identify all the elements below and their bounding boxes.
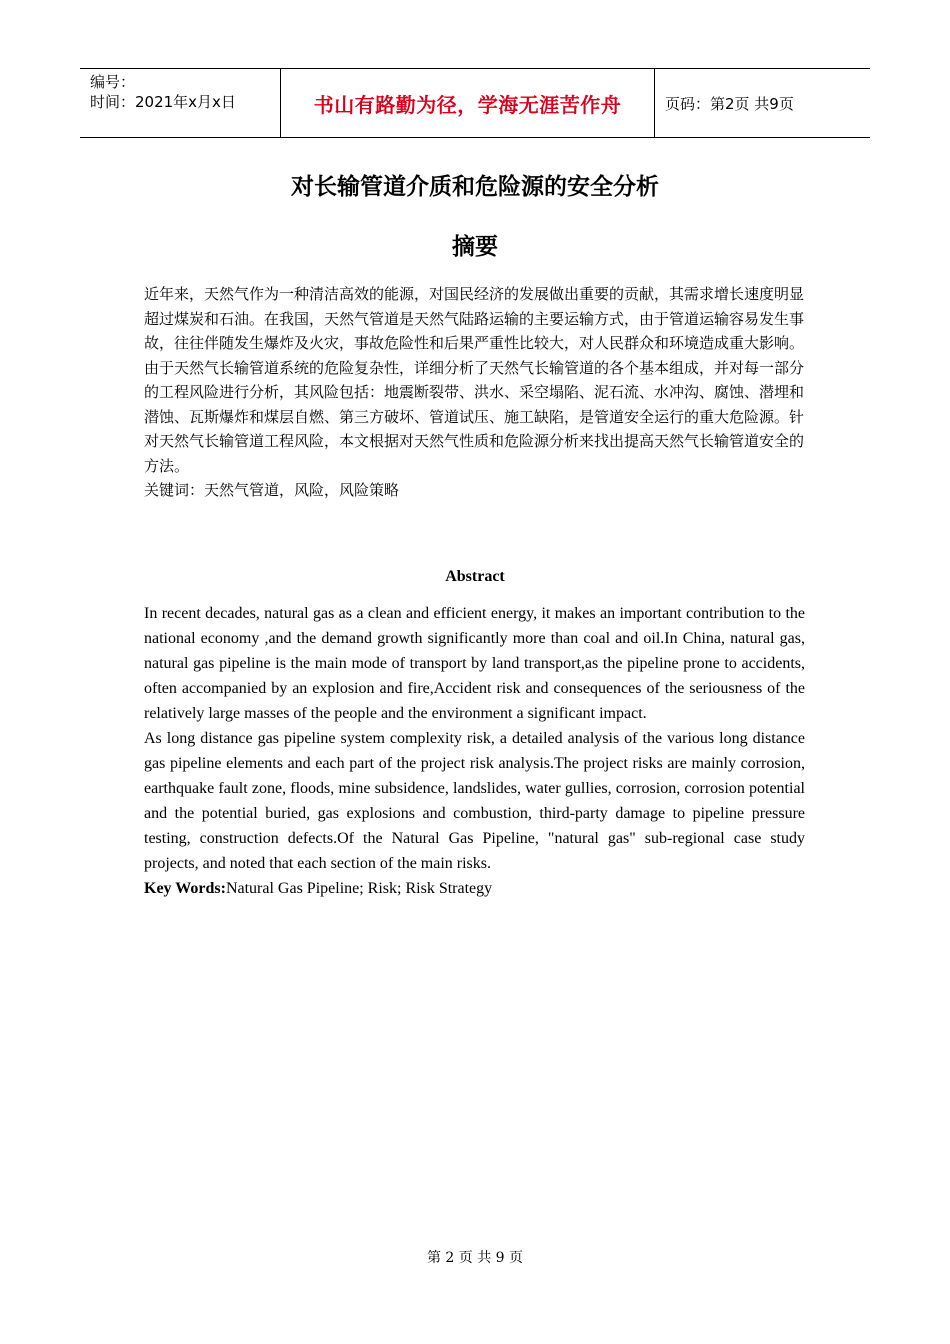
chinese-paragraph: 由于天然气长输管道系统的危险复杂性，详细分析了天然气长输管道的各个基本组成，并对每一部分的工程风险进行分析，其风险包括：地震断裂带、洪水、采空塌陷、泥石流、水冲沟、腐蚀、潜埋和潜蚀、瓦斯爆炸和煤层自燃、第三方破坏、管道试压、施工缺陷，是管道安全运行的重大危险源。针对天然气长输管道工程风险，本文根据对天然气性质和危险源分析来找出提高天然气长输管道安全的方法。 bbox=[144, 358, 805, 475]
header-page-cell bbox=[655, 69, 870, 137]
abstract-heading-chinese: 摘要 bbox=[452, 234, 498, 260]
page-info: 页码：第2页 共9页 bbox=[665, 94, 794, 113]
header-motto-cell bbox=[281, 69, 655, 137]
motto-text: 书山有路勤为径，学海无涯苦作舟 bbox=[313, 92, 622, 117]
chinese-abstract-body bbox=[144, 282, 804, 503]
keywords-label: Key Words: bbox=[144, 880, 226, 897]
header-table bbox=[80, 68, 870, 138]
english-abstract-body bbox=[144, 601, 805, 901]
english-paragraph: As long distance gas pipeline system complexity risk, a detailed analysis of the various long distance gas pipeline elements and each part of the project risk analysis.The project risks are mainly corrosion, earthquake fault zone, floods, mine subsidence, landslides, water gullies, corrosion, corrosion potential and the potential buried, gas explosions and combustion, third-party damage to pipeline pressure testing, construction defects.Of the Natural Gas Pipeline, "natural gas" sub-regional case study projects, and noted that each section of the main risks. bbox=[144, 730, 805, 872]
document-title: 对长输管道介质和危险源的安全分析 bbox=[291, 174, 659, 200]
english-paragraph: In recent decades, natural gas as a clean and efficient energy, it makes an important contribution to the national economy ,and the demand growth significantly more than coal and oil.In China, natural gas, natural gas pipeline is the main mode of transport by land transport,as the pipeline prone to accidents, often accompanied by an explosion and fire,Accident risk and consequences of the seriousness of the relatively large masses of the people and the environment a significant impact. bbox=[144, 605, 805, 722]
chinese-keywords: 关键词：天然气管道，风险，风险策略 bbox=[144, 481, 400, 499]
header-meta-cell bbox=[80, 69, 281, 137]
keywords-value: Natural Gas Pipeline; Risk; Risk Strategy bbox=[225, 880, 493, 897]
page-footer: 第 2 页 共 9 页 bbox=[426, 1250, 524, 1266]
english-keywords bbox=[144, 876, 805, 901]
time-label: 时间：2021年x月x日 bbox=[90, 93, 236, 111]
chinese-paragraph: 近年来，天然气作为一种清洁高效的能源，对国民经济的发展做出重要的贡献，其需求增长速度明显超过煤炭和石油。在我国，天然气管道是天然气陆路运输的主要运输方式，由于管道运输容易发生事故，往往伴随发生爆炸及火灾，事故危险性和后果严重性比较大，对人民群众和环境造成重大影响。 bbox=[144, 285, 805, 352]
abstract-heading-english: Abstract bbox=[445, 568, 505, 585]
serial-number-label: 编号： bbox=[90, 73, 136, 91]
